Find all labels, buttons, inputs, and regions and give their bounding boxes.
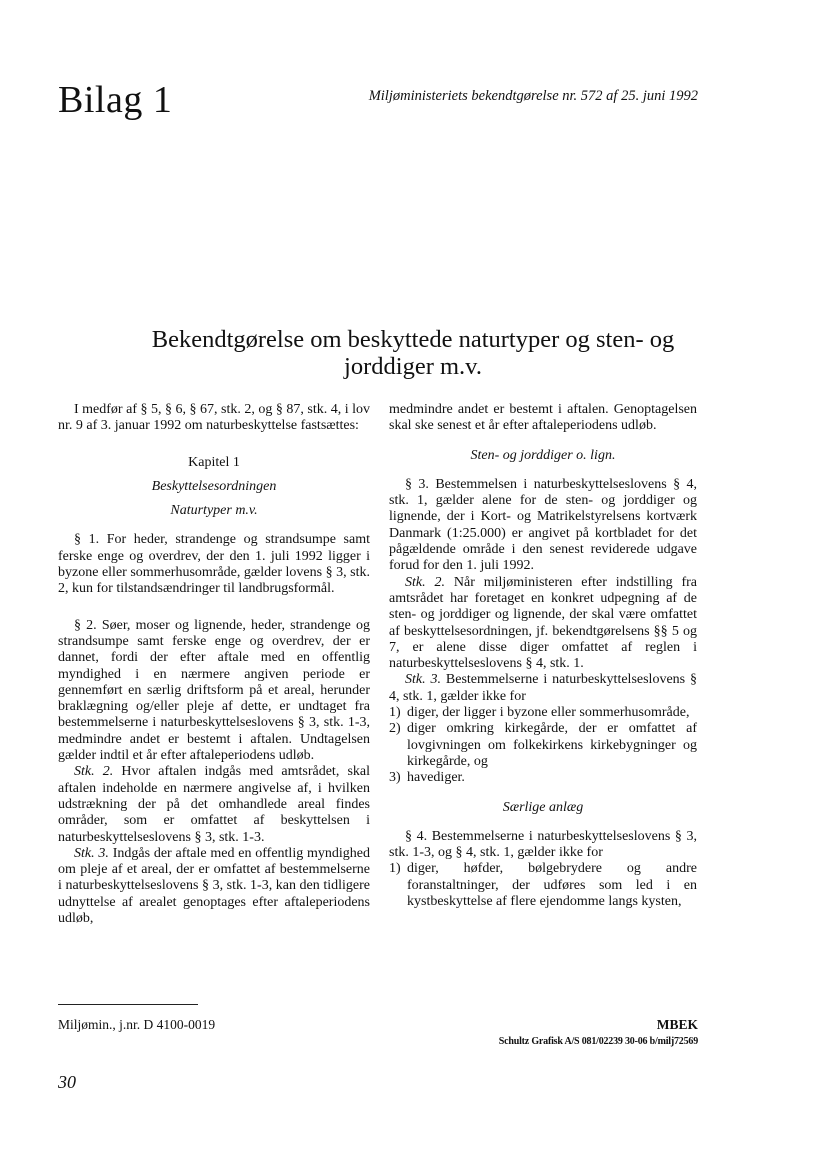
list-text: diger, høfder, bølgebrydere og andre foranstaltninger, der udføres som led i en kystbeskyttelse af flere ejendomme langs kysten, [407, 861, 697, 910]
stk-text: Bestemmelserne i naturbeskyttelseslovens § 4, stk. 1, gælder ikke for [389, 672, 698, 704]
list-number: 2) [389, 721, 401, 737]
heading-sten-og-jorddiger: Sten- og jorddiger o. lign. [470, 447, 616, 463]
stk-text: Hvor aftalen indgås med amtsrådet, skal aftalen indeholde en nærmere angivelse af, i hvilken udstrækning der på det omhandlede areal findes områder, som er omfattet af beskyttelsen i naturbeskyttelseslovens § 3, stk. 1-3. [58, 764, 370, 845]
paragraph-3-stk-2 [389, 575, 697, 673]
bilag-label: Bilag 1 [58, 79, 173, 121]
list-number: 1) [389, 861, 401, 877]
stk-label: Stk. 3. [405, 672, 442, 688]
title-line-2: jorddiger m.v. [344, 353, 482, 380]
footer-divider [58, 1004, 198, 1005]
right-column [389, 402, 697, 910]
paragraph-2-stk-2 [58, 764, 370, 845]
stk-label: Stk. 2. [74, 764, 114, 780]
header-reference: Miljøministeriets bekendtgørelse nr. 572 af 25. juni 1992 [368, 88, 698, 104]
paragraph-3-stk-3 [389, 672, 697, 705]
stk-text: Indgås der aftale med en offentlig myndighed om pleje af et areal, der er omfattet af bestemmelserne i naturbeskyttelseslovens § 3, stk. 1-3, kan den tidligere udnyttelse af arealet genoptages efter aftaleperiodens udløb, [58, 845, 370, 927]
paragraph-1: § 1. For heder, strandenge og strandsumpe samt ferske enge og overdrev, der den 1. juli 1992 ligger i byzone eller sommerhusområde, gælder lovens § 3, stk. 2, kun for tilstandsændringer til landbrugsformål. [58, 532, 370, 597]
title-line-1: Bekendtgørelse om beskyttede naturtyper og sten- og [151, 326, 675, 353]
stk-text: Når miljøministeren efter indstilling fra amtsrådet har foretaget en konkret udpegning af de sten- og jorddiger og lignende, der skal være omfattet af beskyttelsesordningen, jf. bekendtgørelsens §§ 5 og 7, er alene disse diger omfattet af reglen i naturbeskyttelseslovens § 4, stk. 1. [389, 574, 697, 672]
list-item [389, 770, 697, 786]
list-text: diger, der ligger i byzone eller sommerhusområde, [407, 705, 690, 721]
paragraph-3: § 3. Bestemmelsen i naturbeskyttelseslovens § 4, stk. 1, gælder alene for de sten- og jorddiger og lignende, der i Kort- og Matrikelstyrelsens kortværk Danmark (1:25.000) er angivet på kortbladet for det pågældende område i den senest reviderede udgave forud for den 1. juli 1992. [389, 476, 697, 574]
list-text: havediger. [407, 770, 465, 786]
document-title [96, 326, 730, 380]
list-item [389, 861, 697, 910]
section-heading: Naturtyper m.v. [170, 503, 258, 519]
stk-label: Stk. 2. [405, 574, 445, 590]
list-item [389, 705, 697, 721]
list-number: 1) [389, 705, 401, 721]
left-column [58, 402, 370, 927]
document-code: MBEK [656, 1017, 698, 1032]
chapter-number: Kapitel 1 [188, 454, 240, 470]
printer-imprint: Schultz Grafisk A/S 081/02239 30-06 b/milj72569 [498, 1036, 698, 1047]
paragraph-2-stk-3 [58, 846, 370, 927]
continuation-text: medmindre andet er bestemt i aftalen. Genoptagelsen skal ske senest et år efter aftaleperiodens udløb. [389, 402, 697, 434]
paragraph-4: § 4. Bestemmelserne i naturbeskyttelseslovens § 3, stk. 1-3, og § 4, stk. 1, gælder ikke for [389, 828, 697, 861]
journal-number: Miljømin., j.nr. D 4100-0019 [58, 1017, 216, 1032]
page-number: 30 [58, 1072, 76, 1092]
chapter-title: Beskyttelsesordningen [151, 478, 277, 494]
paragraph-2: § 2. Søer, moser og lignende, heder, strandenge og strandsumpe samt ferske enge og overdrev, der er dannet, fordi der efter aftale med en offentlig myndighed i en nærmere angiven periode er gennemført en særlig driftsform på et areal, herunder braklægning og/eller pleje af dette, er undtaget fra bestemmelserne i naturbeskyttelseslovens § 3, stk. 1-3, medmindre andet er bestemt i aftalen. Undtagelsen gælder indtil et år efter aftaleperiodens udløb. [58, 617, 370, 764]
stk-label: Stk. 3. [74, 845, 109, 861]
preamble: I medfør af § 5, § 6, § 67, stk. 2, og § 87, stk. 4, i lov nr. 9 af 3. januar 1992 om naturbeskyttelse fastsættes: [58, 402, 370, 434]
list-item [389, 721, 697, 770]
heading-saerlige-anlaeg: Særlige anlæg [502, 799, 584, 815]
list-text: diger omkring kirkegårde, der er omfattet af lovgivningen om folkekirkens kirkebygninger og kirkegårde, og [407, 721, 697, 769]
list-number: 3) [389, 770, 401, 786]
